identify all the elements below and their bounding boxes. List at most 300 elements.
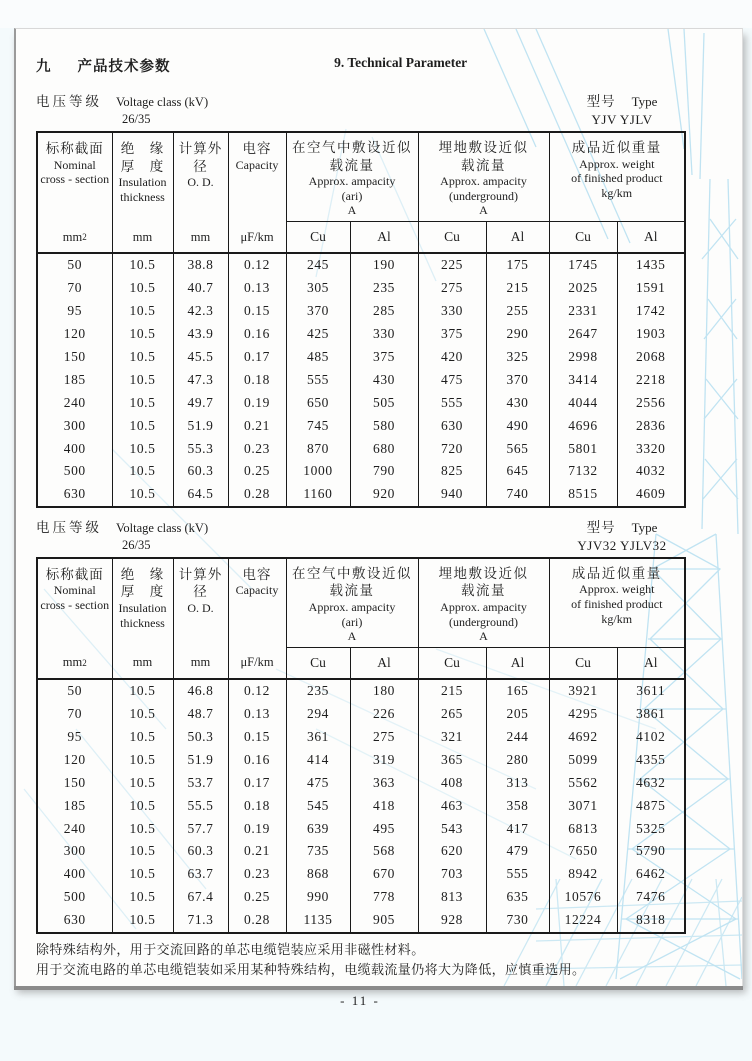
header-label-line: A [479, 203, 488, 218]
voltage-class-block [36, 90, 208, 128]
unit-label: μF/km [240, 229, 274, 244]
table-cell: 8515 [549, 483, 617, 507]
table-cell: 57.7 [173, 817, 228, 840]
table-cell: 180 [350, 679, 418, 703]
header-label-line: Approx. ampacity [440, 174, 527, 189]
table-cell: 580 [350, 414, 418, 437]
table-cell: 400 [37, 437, 112, 460]
header-label-line: 标称截面 [45, 141, 104, 156]
type-label-cn: 型号 [586, 519, 616, 535]
table-cell: 505 [350, 391, 418, 414]
header-label-line: 在空气中敷设近似 [292, 565, 412, 581]
type-value: YJV YJLV [591, 112, 653, 127]
group-header [418, 132, 549, 222]
header-label-line: 电容 [242, 566, 272, 582]
document-page [14, 28, 743, 1009]
column-header [228, 132, 286, 253]
table-cell: 150 [37, 771, 112, 794]
column-header [112, 132, 173, 253]
table-cell: 43.9 [173, 323, 228, 346]
table-cell: 10.5 [112, 909, 173, 933]
table-cell: 400 [37, 863, 112, 886]
table-cell: 730 [486, 909, 549, 933]
header-label-line: 载流量 [461, 583, 506, 599]
table-cell: 275 [350, 726, 418, 749]
table-cell: 4875 [617, 794, 685, 817]
table-cell: 120 [37, 323, 112, 346]
table-row [37, 748, 685, 771]
header-label-line: Nominal [53, 583, 96, 598]
header-label-line: cross - section [40, 597, 110, 612]
table-cell: 475 [286, 771, 350, 794]
group-header [286, 558, 418, 648]
header-label-line: Nominal [53, 157, 96, 172]
table-cell: 430 [350, 368, 418, 391]
table-cell: 4696 [549, 414, 617, 437]
table-cell: 300 [37, 414, 112, 437]
table-cell: 8942 [549, 863, 617, 886]
table-cell: 53.7 [173, 771, 228, 794]
table-cell: 235 [286, 679, 350, 703]
material-subheader: Al [350, 222, 418, 254]
table-cell: 70 [37, 277, 112, 300]
table-cell: 7650 [549, 840, 617, 863]
header-label-line: Insulation [118, 600, 167, 615]
table-cell: 10.5 [112, 748, 173, 771]
table-cell: 185 [37, 794, 112, 817]
table-cell: 4692 [549, 726, 617, 749]
table-cell: 4632 [617, 771, 685, 794]
table-row [37, 300, 685, 323]
table-cell: 10.5 [112, 460, 173, 483]
column-header [173, 558, 228, 679]
header-label-line: (ari) [341, 188, 363, 203]
table-cell: 565 [486, 437, 549, 460]
table-cell: 0.15 [228, 300, 286, 323]
header-label-line: (ari) [341, 614, 363, 629]
table-cell: 215 [418, 679, 486, 703]
group-header [418, 558, 549, 648]
table-cell: 463 [418, 794, 486, 817]
table-cell: 0.16 [228, 748, 286, 771]
table-cell: 6813 [549, 817, 617, 840]
table-cell: 45.5 [173, 346, 228, 369]
table-cell: 51.9 [173, 748, 228, 771]
header-label-line: 电容 [242, 141, 272, 156]
footnote-line: 除特殊结构外，用于交流回路的单芯电缆铠装应采用非磁性材料。 [36, 941, 425, 957]
table-cell: 60.3 [173, 840, 228, 863]
table-cell: 215 [486, 277, 549, 300]
table-cell: 294 [286, 703, 350, 726]
table-cell: 745 [286, 414, 350, 437]
material-subheader: Al [617, 222, 685, 254]
voltage-class-label-en: Voltage class (kV) [116, 520, 209, 535]
table-cell: 905 [350, 909, 418, 933]
table-cell: 10.5 [112, 253, 173, 277]
table-cell: 10.5 [112, 414, 173, 437]
unit-label: μF/km [240, 655, 274, 670]
table-cell: 60.3 [173, 460, 228, 483]
table-cell: 568 [350, 840, 418, 863]
table-row [37, 391, 685, 414]
table-cell: 620 [418, 840, 486, 863]
table-cell: 0.15 [228, 726, 286, 749]
table-cell: 40.7 [173, 277, 228, 300]
table-cell: 680 [350, 437, 418, 460]
table-cell: 10.5 [112, 817, 173, 840]
table-cell: 5099 [549, 748, 617, 771]
table-cell: 67.4 [173, 886, 228, 909]
table-cell: 630 [37, 483, 112, 507]
table-cell: 10.5 [112, 840, 173, 863]
table-cell: 5790 [617, 840, 685, 863]
header-label-line: 在空气中敷设近似 [292, 140, 412, 155]
table-cell: 10.5 [112, 483, 173, 507]
table-cell: 778 [350, 886, 418, 909]
table-row [37, 840, 685, 863]
table-cell: 490 [486, 414, 549, 437]
table-cell: 1745 [549, 253, 617, 277]
table-cell: 10.5 [112, 703, 173, 726]
material-subheader: Cu [418, 222, 486, 254]
table-cell: 165 [486, 679, 549, 703]
table-cell: 1160 [286, 483, 350, 507]
table-cell: 500 [37, 460, 112, 483]
table-cell: 545 [286, 794, 350, 817]
table-cell: 639 [286, 817, 350, 840]
table-cell: 420 [418, 346, 486, 369]
voltage-section [36, 90, 742, 508]
table-cell: 920 [350, 483, 418, 507]
table-cell: 2998 [549, 346, 617, 369]
material-subheader: Cu [549, 222, 617, 254]
table-cell: 0.25 [228, 886, 286, 909]
table-row [37, 679, 685, 703]
header-label-line: cross - section [40, 172, 110, 187]
table-cell: 10.5 [112, 391, 173, 414]
voltage-section [36, 516, 742, 934]
table-cell: 48.7 [173, 703, 228, 726]
table-cell: 645 [486, 460, 549, 483]
chapter-heading-en: 9. Technical Parameter [334, 55, 468, 70]
table-cell: 1903 [617, 323, 685, 346]
material-subheader: Al [350, 647, 418, 679]
table-cell: 10.5 [112, 726, 173, 749]
table-cell: 10.5 [112, 277, 173, 300]
table-cell: 300 [37, 840, 112, 863]
table-cell: 95 [37, 726, 112, 749]
header-label-line: Approx. weight [579, 156, 655, 171]
footnotes [36, 940, 684, 982]
header-label-line: 绝 缘 [120, 141, 165, 156]
table-cell: 2836 [617, 414, 685, 437]
table-cell: 10.5 [112, 323, 173, 346]
table-cell: 175 [486, 253, 549, 277]
column-header [37, 132, 112, 253]
header-label-line: Approx. ampacity [308, 174, 396, 189]
material-subheader: Cu [549, 647, 617, 679]
table-cell: 0.28 [228, 909, 286, 933]
table-cell: 120 [37, 748, 112, 771]
header-label-line: O. D. [187, 175, 214, 190]
table-cell: 703 [418, 863, 486, 886]
table-cell: 365 [418, 748, 486, 771]
table-cell: 51.9 [173, 414, 228, 437]
table-cell: 720 [418, 437, 486, 460]
header-row-groups [37, 132, 685, 222]
table-cell: 265 [418, 703, 486, 726]
chapter-number: 九 [36, 59, 52, 75]
table-cell: 5562 [549, 771, 617, 794]
table-cell: 50 [37, 253, 112, 277]
table-cell: 2068 [617, 346, 685, 369]
table-row [37, 863, 685, 886]
table-cell: 64.5 [173, 483, 228, 507]
table-cell: 555 [486, 863, 549, 886]
column-header [228, 558, 286, 679]
material-subheader: Cu [418, 647, 486, 679]
table-cell: 0.19 [228, 391, 286, 414]
material-subheader: Cu [286, 647, 350, 679]
type-block [566, 90, 678, 128]
table-cell: 370 [486, 368, 549, 391]
table-cell: 735 [286, 840, 350, 863]
unit-label: mm [190, 655, 211, 670]
table-cell: 240 [37, 391, 112, 414]
table-cell: 990 [286, 886, 350, 909]
chapter-title-cn: 产品技术参数 [77, 59, 171, 75]
table-cell: 95 [37, 300, 112, 323]
table-cell: 2218 [617, 368, 685, 391]
header-row-groups [37, 558, 685, 648]
table-cell: 363 [350, 771, 418, 794]
table-cell: 150 [37, 346, 112, 369]
table-cell: 2556 [617, 391, 685, 414]
table-cell: 3414 [549, 368, 617, 391]
table-cell: 190 [350, 253, 418, 277]
section-head [36, 516, 684, 554]
table-cell: 868 [286, 863, 350, 886]
table-cell: 375 [418, 323, 486, 346]
table-row [37, 771, 685, 794]
voltage-class-block [36, 516, 208, 554]
header-label-line: 厚 度 [120, 158, 165, 174]
header-label-line: A [479, 629, 488, 644]
table-cell: 740 [486, 483, 549, 507]
table-cell: 12224 [549, 909, 617, 933]
table-cell: 0.28 [228, 483, 286, 507]
table-cell: 425 [286, 323, 350, 346]
material-subheader: Al [486, 222, 549, 254]
table-cell: 330 [350, 323, 418, 346]
table-cell: 4044 [549, 391, 617, 414]
table-cell: 630 [37, 909, 112, 933]
table-cell: 244 [486, 726, 549, 749]
table-cell: 790 [350, 460, 418, 483]
page-number: - 11 - [340, 993, 380, 1009]
voltage-class-label-en: Voltage class (kV) [116, 95, 209, 109]
header-label-line: Capacity [235, 157, 279, 172]
table-cell: 4295 [549, 703, 617, 726]
header-label-line: Approx. ampacity [308, 599, 396, 614]
table-row [37, 703, 685, 726]
type-label-en: Type [631, 519, 658, 535]
table-cell: 1591 [617, 277, 685, 300]
page-header [36, 55, 684, 76]
table-cell: 275 [418, 277, 486, 300]
table-cell: 10576 [549, 886, 617, 909]
table-cell: 280 [486, 748, 549, 771]
header-label-line: Approx. weight [579, 582, 655, 597]
header-label-line: (underground) [448, 614, 519, 629]
table-cell: 3071 [549, 794, 617, 817]
header-label-line: 计算外径 [178, 141, 223, 174]
table-cell: 5801 [549, 437, 617, 460]
table-cell: 2331 [549, 300, 617, 323]
table-row [37, 368, 685, 391]
header-label-line: O. D. [187, 600, 214, 615]
header-label-line: Insulation [118, 175, 167, 190]
type-label-cn: 型号 [586, 94, 616, 109]
table-row [37, 277, 685, 300]
table-cell: 10.5 [112, 368, 173, 391]
table-cell: 825 [418, 460, 486, 483]
table-cell: 1742 [617, 300, 685, 323]
table-cell: 0.17 [228, 771, 286, 794]
table-cell: 940 [418, 483, 486, 507]
table-cell: 10.5 [112, 679, 173, 703]
table-cell: 2025 [549, 277, 617, 300]
table-cell: 305 [286, 277, 350, 300]
table-cell: 0.17 [228, 346, 286, 369]
table-cell: 414 [286, 748, 350, 771]
table-cell: 185 [37, 368, 112, 391]
voltage-class-value: 26/35 [122, 537, 151, 552]
table-cell: 285 [350, 300, 418, 323]
table-cell: 226 [350, 703, 418, 726]
table-cell: 0.23 [228, 863, 286, 886]
material-subheader: Cu [286, 222, 350, 254]
header-label-line: 埋地敷设近似 [438, 565, 529, 581]
table-cell: 10.5 [112, 437, 173, 460]
table-cell: 3921 [549, 679, 617, 703]
table-cell: 7132 [549, 460, 617, 483]
header-label-line: A [347, 629, 357, 644]
page-content [16, 29, 742, 1009]
table-cell: 870 [286, 437, 350, 460]
table-cell: 235 [350, 277, 418, 300]
table-cell: 630 [418, 414, 486, 437]
type-label-en: Type [631, 94, 658, 109]
header-label-line: of finished product [571, 596, 663, 611]
header-label-line: 埋地敷设近似 [438, 140, 529, 155]
table-cell: 0.25 [228, 460, 286, 483]
table-cell: 4609 [617, 483, 685, 507]
table-cell: 0.21 [228, 414, 286, 437]
table-cell: 38.8 [173, 253, 228, 277]
table-cell: 555 [286, 368, 350, 391]
header-label-line: 载流量 [329, 583, 375, 599]
table-cell: 5325 [617, 817, 685, 840]
table-cell: 479 [486, 840, 549, 863]
header-label-line: Capacity [235, 583, 279, 598]
table-row [37, 909, 685, 933]
unit-label: mm [190, 229, 211, 244]
table-row [37, 726, 685, 749]
sections-container [36, 90, 742, 934]
table-cell: 0.16 [228, 323, 286, 346]
header-label-line: 厚 度 [120, 584, 165, 600]
table-cell: 375 [350, 346, 418, 369]
group-header [286, 132, 418, 222]
table-cell: 313 [486, 771, 549, 794]
group-header [549, 558, 685, 648]
table-cell: 0.18 [228, 368, 286, 391]
column-header [37, 558, 112, 679]
header-label-line: A [347, 203, 357, 218]
parameters-table-1 [36, 131, 686, 508]
table-cell: 325 [486, 346, 549, 369]
table-cell: 408 [418, 771, 486, 794]
table-cell: 555 [418, 391, 486, 414]
table-cell: 70 [37, 703, 112, 726]
table-row [37, 414, 685, 437]
table-cell: 49.7 [173, 391, 228, 414]
table-row [37, 794, 685, 817]
table-cell: 0.12 [228, 253, 286, 277]
table-cell: 4355 [617, 748, 685, 771]
group-header [549, 132, 685, 222]
table-cell: 50.3 [173, 726, 228, 749]
material-subheader: Al [486, 647, 549, 679]
section-head [36, 90, 684, 128]
unit-label: mm [132, 229, 153, 244]
header-label-line: 成品近似重量 [571, 565, 662, 581]
header-label-line: of finished product [571, 171, 663, 186]
table-cell: 0.13 [228, 703, 286, 726]
type-block [566, 516, 678, 554]
parameters-table-2 [36, 557, 686, 934]
voltage-class-label-cn: 电压等级 [36, 94, 102, 109]
table-cell: 430 [486, 391, 549, 414]
header-label-line: kg/km [601, 611, 633, 626]
table-cell: 485 [286, 346, 350, 369]
table-cell: 46.8 [173, 679, 228, 703]
table-cell: 1000 [286, 460, 350, 483]
table-cell: 10.5 [112, 300, 173, 323]
table-cell: 500 [37, 886, 112, 909]
table-cell: 635 [486, 886, 549, 909]
table-cell: 6462 [617, 863, 685, 886]
header-label-line: thickness [120, 615, 165, 630]
table-cell: 50 [37, 679, 112, 703]
table-row [37, 253, 685, 277]
table-cell: 330 [418, 300, 486, 323]
table-cell: 370 [286, 300, 350, 323]
table-cell: 71.3 [173, 909, 228, 933]
table-cell: 358 [486, 794, 549, 817]
table-row [37, 886, 685, 909]
unit-label: mm 2 [62, 229, 87, 244]
table-row [37, 323, 685, 346]
table-cell: 255 [486, 300, 549, 323]
table-row [37, 346, 685, 369]
table-cell: 2647 [549, 323, 617, 346]
table-cell: 0.18 [228, 794, 286, 817]
table-cell: 7476 [617, 886, 685, 909]
table-cell: 0.23 [228, 437, 286, 460]
table-cell: 10.5 [112, 886, 173, 909]
